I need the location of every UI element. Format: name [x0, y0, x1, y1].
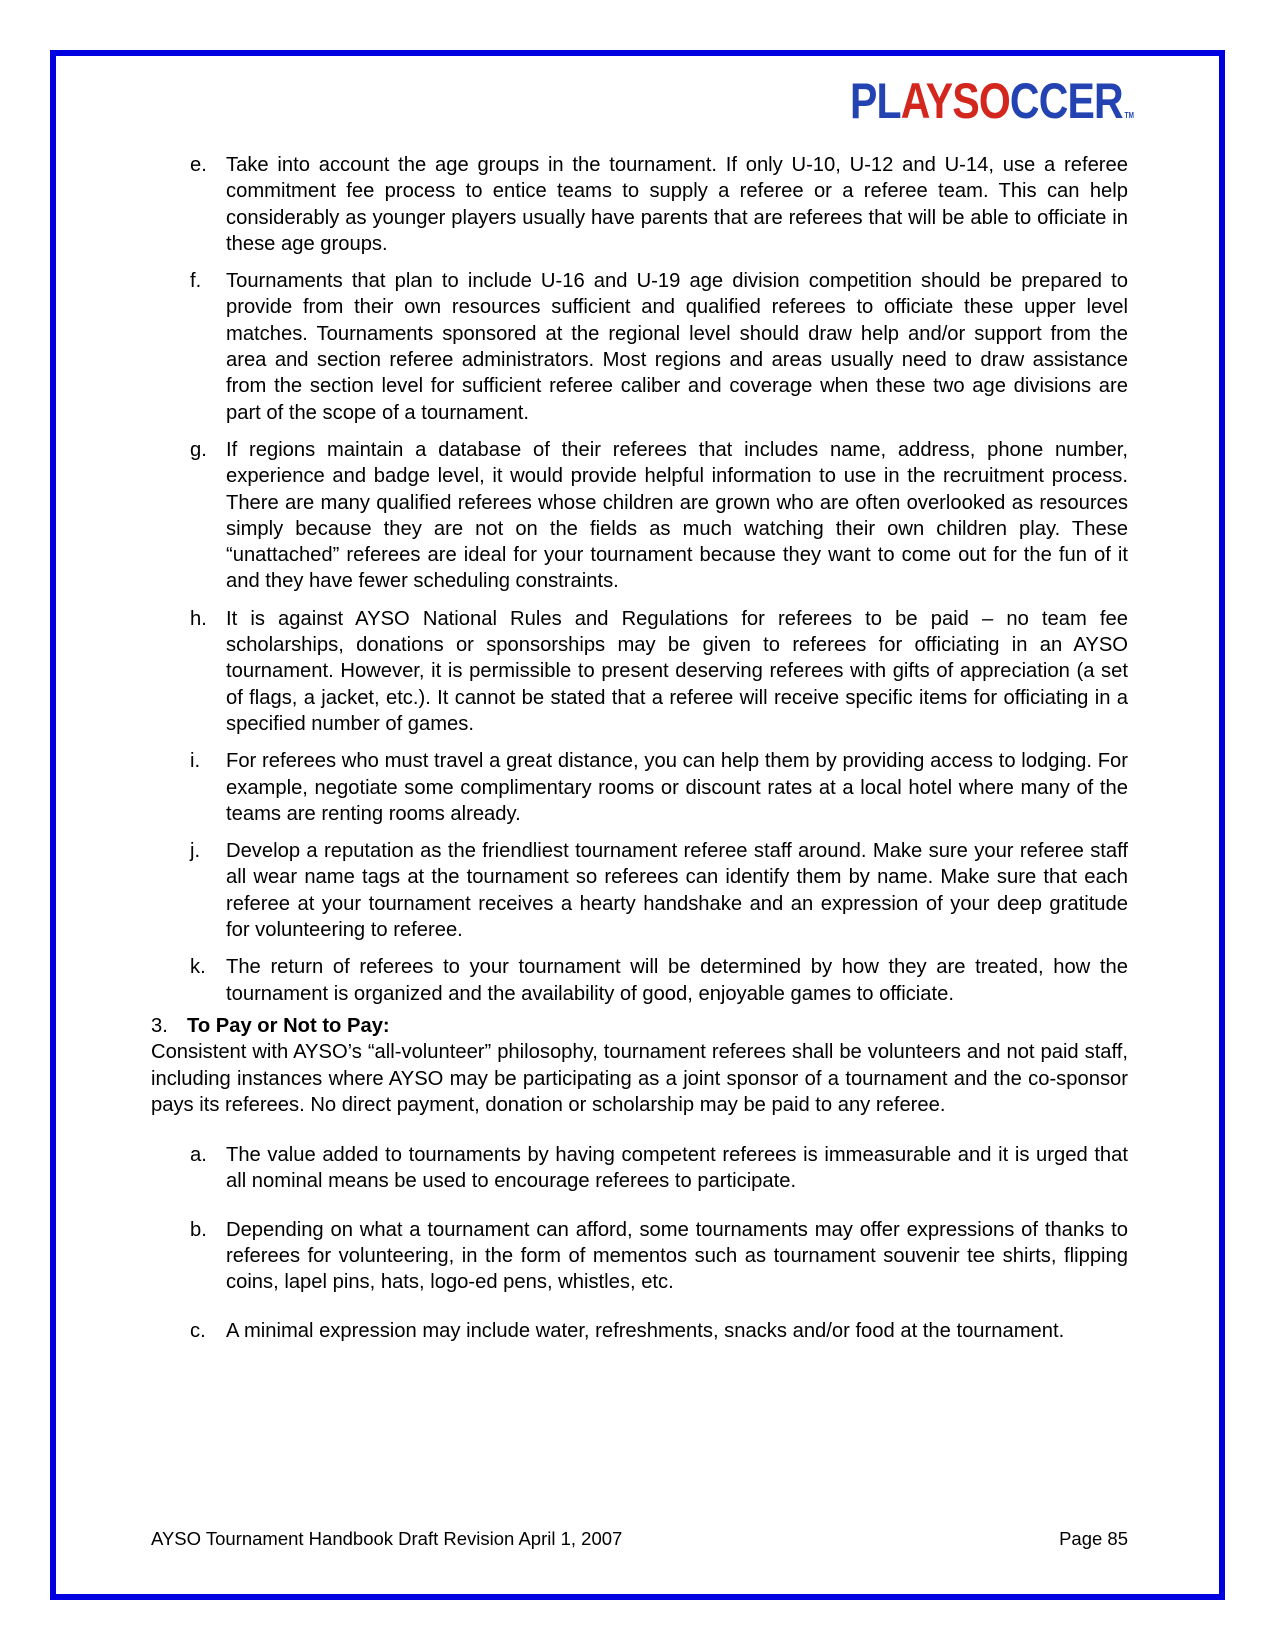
list-item-j	[151, 838, 1128, 943]
list-item-text: Take into account the age groups in the tournament. If only U-10, U-12 and U-14, use a referee commitment fee process to entice teams to supply a referee or a referee team. This can help considerably as younger players usually have parents that are referees that will be able to officiate in these age groups.	[226, 154, 1128, 255]
list-marker: c.	[190, 1319, 206, 1342]
list-item-text: For referees who must travel a great distance, you can help them by providing access to lodging. For example, negotiate some complimentary rooms or discount rates at a local hotel where many of the teams are renting rooms already.	[226, 750, 1128, 825]
footer-title: AYSO Tournament Handbook Draft Revision April 1, 2007	[151, 1528, 623, 1549]
logo-part-pl: PL	[850, 73, 901, 129]
list-item-text: The value added to tournaments by having competent referees is immeasurable and it is urged that all nominal means be used to encourage referees to participate.	[226, 1144, 1128, 1193]
list-marker: e.	[190, 154, 207, 176]
list-item-text: Tournaments that plan to include U-16 and U-19 age division competition should be prepared to provide from their own resources sufficient and qualified referees to officiate these upper level matches. Tournaments sponsored at the regional level should draw help and/or support from the area and section referee administrators. Most regions and areas usually need to draw assistance from the section level for sufficient referee caliber and coverage when these two age divisions are part of the scope of a tournament.	[226, 270, 1128, 424]
section-title: To Pay or Not to Pay:	[187, 1014, 390, 1037]
list-item-i	[151, 748, 1128, 827]
logo-part-ccer: CCER	[1009, 73, 1123, 129]
list-item-text: A minimal expression may include water, refreshments, snacks and/or food at the tournament.	[226, 1319, 1065, 1342]
logo-part-ayso: AYSO	[900, 73, 1010, 129]
list-item-c	[151, 1318, 1128, 1344]
list-item-k	[151, 954, 1128, 1007]
list-marker: h.	[190, 607, 207, 630]
list-marker: f.	[190, 270, 202, 293]
list-marker: i.	[190, 750, 201, 773]
list-item-h	[151, 606, 1128, 737]
list-marker: a.	[190, 1144, 207, 1167]
list-marker: g.	[190, 438, 207, 461]
list-item-e	[151, 152, 1128, 257]
list-item-text: It is against AYSO National Rules and Regulations for referees to be paid – no team fee scholarships, donations or sponsorships may be given to referees for officiating in an AYSO tournament. However, it is permissible to present deserving referees with gifts of appreciation (a set of flags, a jacket, etc.). It cannot be stated that a referee will receive specific items for officiating in a specified number of games.	[226, 607, 1128, 735]
trademark-mark: TM	[1124, 111, 1134, 120]
list-item-text: The return of referees to your tournament will be determined by how they are treated, how the tournament is organized and the availability of good, enjoyable games to officiate.	[226, 956, 1128, 1005]
page-number: Page 85	[1059, 1528, 1128, 1549]
list-item-b	[151, 1217, 1128, 1296]
page-content	[151, 152, 1128, 1355]
playsoccer-logo	[850, 74, 1134, 128]
section-number: 3.	[151, 1014, 168, 1037]
list-item-a	[151, 1142, 1128, 1195]
list-item-f	[151, 268, 1128, 426]
list-item-text: Develop a reputation as the friendliest tournament referee staff around. Make sure your referee staff all wear name tags at the tournament so referees can identify them by name. Make sure that each referee at your tournament receives a hearty handshake and an expression of your deep gratitude for volunteering to referee.	[226, 840, 1128, 942]
section-heading	[151, 1013, 1128, 1039]
list-item-text: Depending on what a tournament can afford, some tournaments may offer expressions of thanks to referees for volunteering, in the form of mementos such as tournament souvenir tee shirts, flipping coins, lapel pins, hats, logo-ed pens, whistles, etc.	[226, 1218, 1128, 1294]
list-marker: j.	[190, 840, 201, 863]
list-marker: k.	[190, 956, 206, 979]
section-paragraph: Consistent with AYSO’s “all-volunteer” philosophy, tournament referees shall be volunteers and not paid staff, including instances where AYSO may be participating as a joint sponsor of a tournament and the co-sponsor pays its referees. No direct payment, donation or scholarship may be paid to any referee.	[151, 1041, 1128, 1116]
list-item-text: If regions maintain a database of their referees that includes name, address, phone number, experience and badge level, it would provide helpful information to use in the recruitment process. There are many qualified referees whose children are grown who are often overlooked as resources simply because they are not on the fields as much watching their own children play. These “unattached” referees are ideal for your tournament because they want to come out for the fun of it and they have fewer scheduling constraints.	[226, 438, 1128, 593]
list-marker: b.	[190, 1218, 207, 1241]
list-item-g	[151, 437, 1128, 595]
